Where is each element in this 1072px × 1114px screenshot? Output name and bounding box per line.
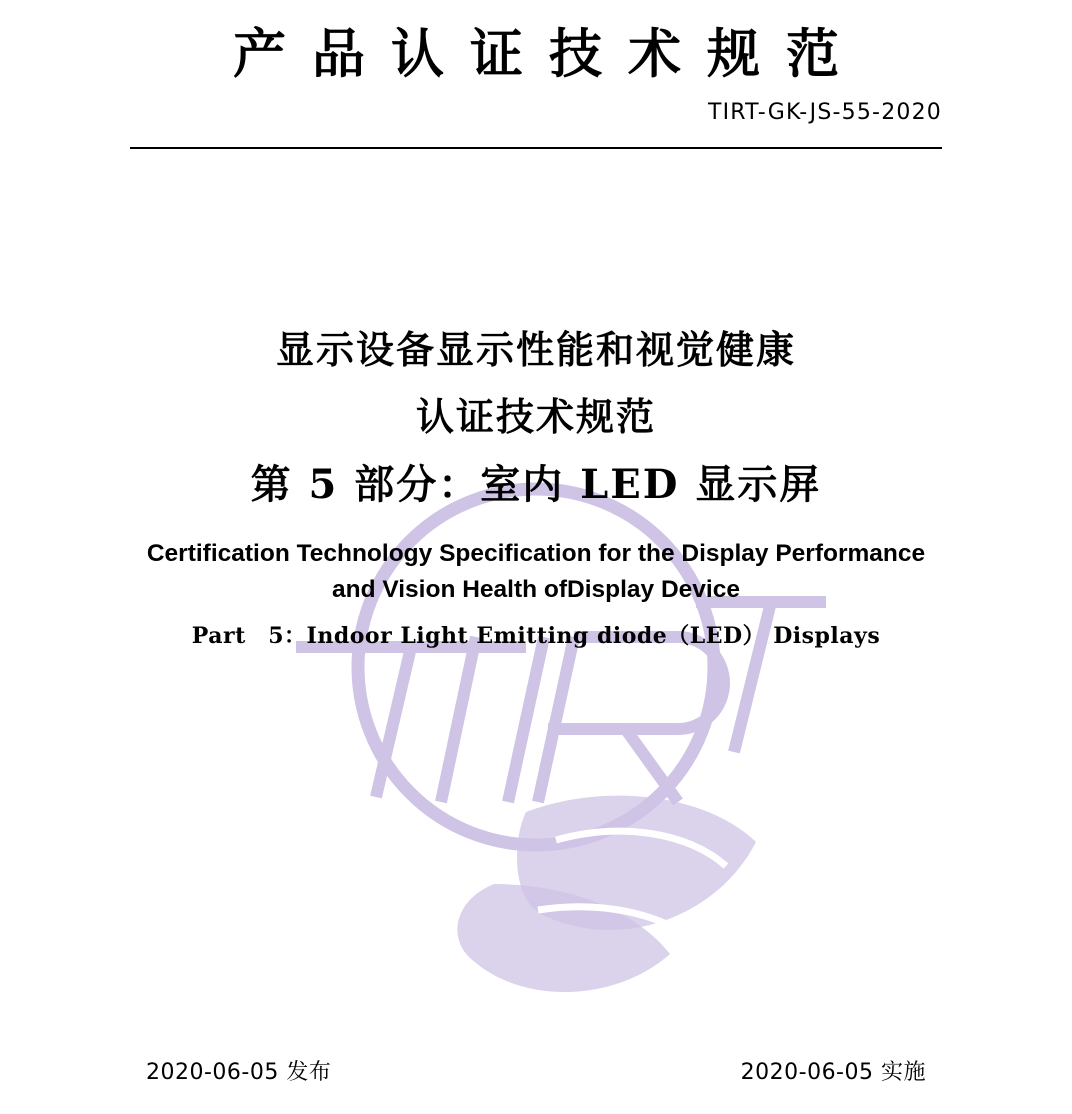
title-block <box>0 317 1072 650</box>
document-footer <box>0 1055 1072 1086</box>
issue-date: 2020-06-05 发布 <box>146 1060 332 1085</box>
english-title-line-2: and Vision Health ofDisplay Device <box>331 575 740 603</box>
page-title: 产品认证技术规范 <box>233 24 865 85</box>
document-code: TIRT-GK-JS-55-2020 <box>707 100 942 126</box>
chinese-title-line-2: 认证技术规范 <box>415 393 656 439</box>
document-header <box>0 0 1072 149</box>
effective-date: 2020-06-05 实施 <box>740 1060 926 1085</box>
header-divider <box>130 147 942 149</box>
chinese-part-title: 第 5 部分：室内 LED 显示屏 <box>250 461 822 509</box>
chinese-title-line-1: 显示设备显示性能和视觉健康 <box>275 327 796 373</box>
english-title-line-1: Certification Technology Specification for the Display Performance <box>146 540 926 568</box>
english-part-title: Part 5：Indoor Light Emitting diode（LED） Displays <box>191 623 881 650</box>
